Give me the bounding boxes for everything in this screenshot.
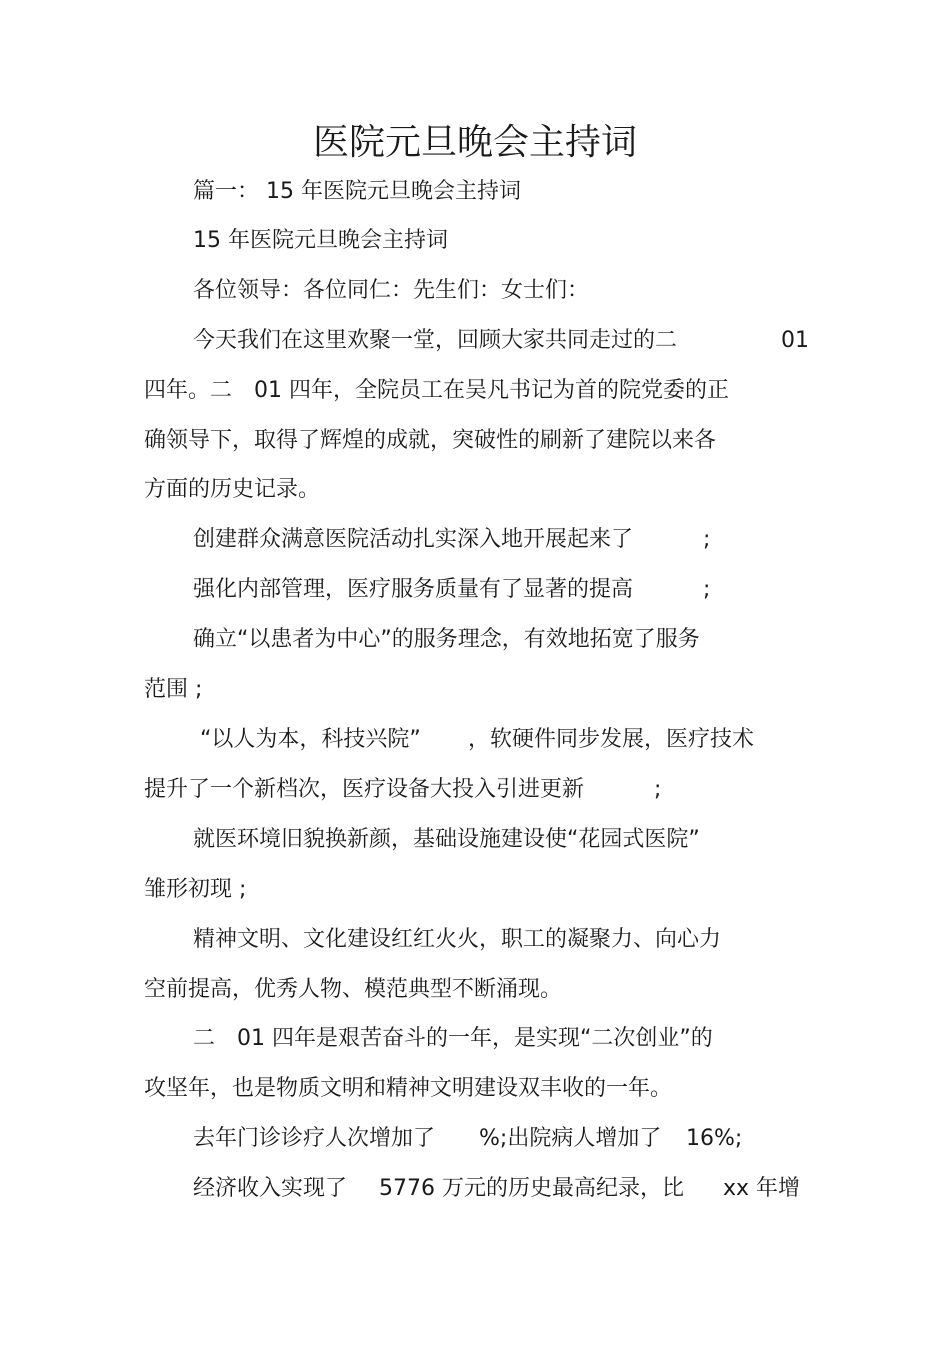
line-21 [193,1174,813,1204]
line-text: 经济收入实现了 [193,1176,348,1201]
line-text: 创建群众满意医院活动扎实深入地开展起来了 [193,527,634,552]
line-19 [144,1074,672,1104]
line-text: 确立“以患者为中心”的服务理念，有效地拓宽了服务 [193,627,700,652]
line-18 [193,1024,713,1054]
line-text: 强化内部管理，医疗服务质量有了显著的提高 [193,577,634,602]
line-text: 雏形初现 ; [144,877,247,902]
line-2 [193,226,448,256]
line-text: 篇一： 15 年医院元旦晚会主持词 [193,179,521,204]
line-8 [193,525,733,555]
line-text: 二 01 四年是艰苦奋斗的一年，是实现“二次创业”的 [193,1026,713,1051]
line-text: ; [654,777,662,802]
line-text: 各位领导：各位同仁：先生们：女士们： [193,278,590,303]
line-text: 精神文明、文化建设红红火火，职工的凝聚力、向心力 [193,927,722,952]
line-text: 今天我们在这里欢聚一堂，回顾大家共同走过的二 [193,328,678,353]
line-text: 范围 ; [144,677,203,702]
line-15 [144,875,246,905]
line-text: 方面的历史记录。 [144,477,321,502]
line-10 [193,625,700,655]
line-20 [193,1124,753,1154]
line-text: 01 [781,328,809,353]
line-text: 提升了一个新档次，医疗设备大投入引进更新 [144,777,585,802]
line-13 [144,775,684,805]
line-4 [193,326,813,356]
line-17 [144,975,562,1005]
line-text: 16%; [686,1126,743,1151]
line-text: xx 年增 [723,1176,801,1201]
line-text: 5776 万元的历史最高纪录，比 [379,1176,684,1201]
line-1 [193,177,521,207]
line-text: 去年门诊诊疗人次增加了 [193,1126,436,1151]
line-text: 攻坚年，也是物质文明和精神文明建设双丰收的一年。 [144,1076,673,1101]
line-text: 空前提高，优秀人物、模范典型不断涌现。 [144,977,563,1002]
line-9 [193,575,733,605]
line-6 [144,426,716,456]
line-text: ; [703,527,711,552]
line-12 [200,725,780,755]
line-text: 四年。二 01 四年，全院员工在吴凡书记为首的院党委的正 [144,378,729,403]
line-text: ，软硬件同步发展，医疗技术 [468,727,755,752]
line-5 [144,376,729,406]
line-text: “以人为本，科技兴院” [200,727,421,752]
line-text: 确领导下，取得了辉煌的成就，突破性的刷新了建院以来各 [144,428,717,453]
line-text: ; [703,577,711,602]
line-text: 就医环境旧貌换新颜，基础设施建设使“花园式医院” [193,827,700,852]
line-text: %;出院病人增加了 [479,1126,662,1151]
document-title: 医院元旦晚会主持词 [312,122,637,163]
line-16 [193,925,721,955]
line-3 [193,276,589,306]
line-14 [193,825,700,855]
line-text: 15 年医院元旦晚会主持词 [193,228,448,253]
line-11 [144,675,202,705]
line-7 [144,475,320,505]
